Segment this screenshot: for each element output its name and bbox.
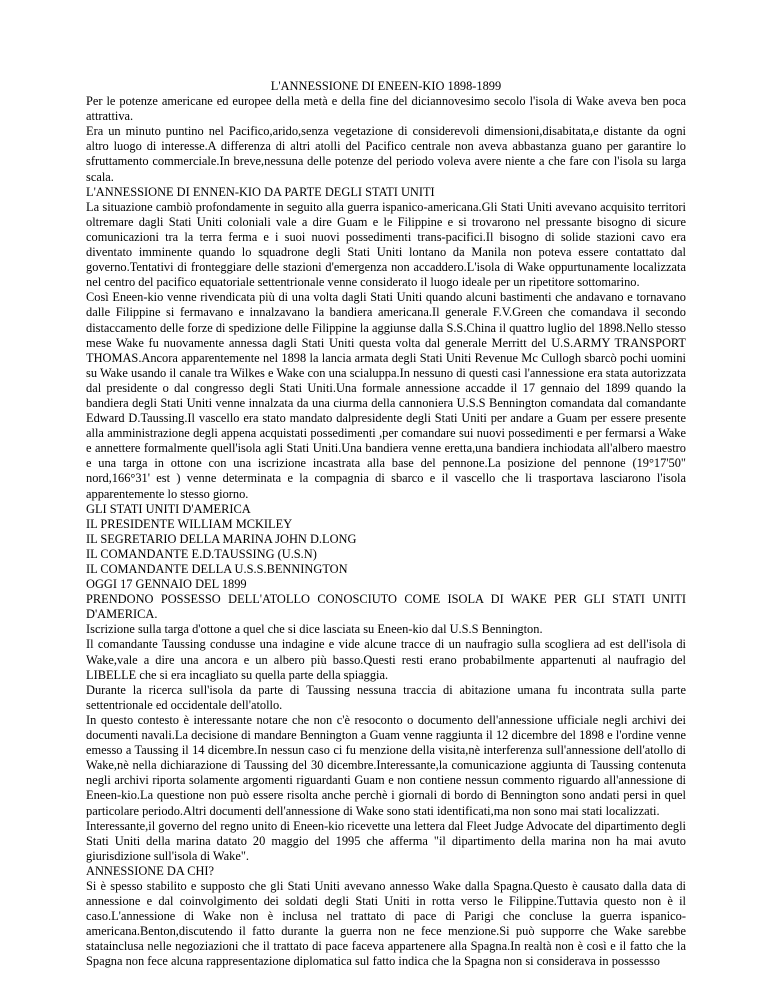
plaque-line: IL COMANDANTE E.D.TAUSSING (U.S.N) [86,546,317,561]
section2-paragraph-3: Durante la ricerca sull'isola da parte di Taussing nessuna traccia di abitazione umana fu incontrata sulla parte settentrionale ed occidentale dell'atollo. [86,682,686,712]
plaque-line: PRENDONO POSSESSO DELL'ATOLLO CONOSCIUTO COME ISOLA DI WAKE PER GLI STATI UNITI D'AMERICA. [86,592,686,622]
section1-paragraph-2: Così Eneen-kio venne rivendicata più di una volta dagli Stati Uniti quando alcuni bastimenti che andavano e tornavano dalle Filippine si fermavano e innalzavano la bandiera americana.Il generale F.V.Green che comandava il secondo distaccamento delle forze di spedizione delle Filippine la aggiunse dalla S.S.China il quattro luglio del 1898.Nello stesso mese Wake fu nuovamente annessa dagli Stati Uniti questa volta dal generale Merritt del U.S.ARMY TRANSPORT THOMAS.Ancora apparentemente nel 1898 la lancia armata degli Stati Uniti Revenue Mc Cullogh sbarcò pochi uomini su Wake usando il canale tra Wilkes e Wake con una scialuppa.In nessuno di questi casi l'annessione era stata autorizzata dal presidente o dal congresso degli Stati Uniti.Una formale annessione accadde il 17 gennaio del 1899 quando la bandiera degli Stati Uniti venne innalzata da una ciurma della cannoniera U.S.S Bennington comandata dal comandante Edward D.Taussing.Il vascello era stato mandato dalpresidente degli Stati Uniti per andare a Guam per essere presente alla amministrazione degli appena acquistati possedimenti ,per comandare sui nuovi possedimenti e per fermarsi a Wake e annettere formalmente quell'isola agli Stati Uniti.Una bandiera venne eretta,una bandiera inchiodata all'albero maestro e una targa in ottone con una iscrizione incastrata alla base del pennone.La posizione del pennone (19°17'50" nord,166°31' est ) venne determinata e la compagnia di sbarco e il vascello che li trasportava lasciarono l'isola apparentemente lo stesso giorno. [86,290,686,501]
section1-paragraph-1: La situazione cambiò profondamente in seguito alla guerra ispanico-americana.Gli Stati Uniti avevano acquisito territori oltremare dagli Stati Uniti coloniali vale a dire Guam e le Filippine e si trovarono nel pressante bisogno di sicure comunicazioni tra la terra ferma e i suoi nuovi possedimenti trans-pacifici.Il bisogno di solide stazioni cavo era diventato imminente quando lo squadrone degli Stati Uniti lontano da Manila non poteva essere contattato dal governo.Tentativi di fronteggiare delle stazioni d'emergenza non accaddero.L'isola di Wake oppurtunamente localizzata nel centro del pacifico equatoriale settentrionale venne considerato il luogo ideale per un ripetitore sottomarino. [86,199,686,290]
section2-paragraph-2: Il comandante Taussing condusse una indagine e vide alcune tracce di un naufragio sulla scogliera ad est dell'isola di Wake,vale a dire una ancora e un albero più basso.Questi resti erano probabilmente appartenuti al naufragio del LIBELLE che si era incagliato su quella parte della spiaggia. [86,637,686,682]
intro-paragraph-2: Era un minuto puntino nel Pacifico,arido,senza vegetazione di considerevoli dimensioni,disabitata,e distante da ogni altro luogo di interesse.A differenza di altri atolli del Pacifico centrale non aveva abbastanza guano per garantire lo sfruttamento commerciale.In breve,nessuna delle potenze del periodo voleva avere niente a che fare con l'isola su larga scala. [86,124,686,184]
section2-paragraph-5: Interessante,il governo del regno unito di Eneen-kio ricevette una lettera dal Fleet Judge Advocate del dipartimento degli Stati Uniti della marina datato 20 maggio del 1995 che afferma "il dipartimento della marina non ha mai avuto giurisdizione sull'isola di Wake". [86,818,686,863]
section2-paragraph-4: In questo contesto è interessante notare che non c'è resoconto o documento dell'annessione ufficiale negli archivi dei documenti navali.La decisione di mandare Bennington a Guam venne raggiunta il 12 dicembre del 1898 e l'ordine venne emesso a Taussing il 14 dicembre.In nessun caso ci fu menzione della visita,nè interferenza sull'annessione dell'atollo di Wake,nè nella dichiarazione di Taussing del 30 dicembre.Interessante,la comunicazione aggiunta di Taussing contenuta negli archivi riporta solamente argomenti riguardanti Guam e non contiene nessun commento riguardo all'annessione di Eneen-kio.La questione non può essere risolta anche perchè i giornali di bordo di Bennington sono andati persi in quel particolare periodo.Altri documenti dell'annessione di Wake sono stati identificati,ma non sono mai stati localizzati. [86,712,686,818]
section3-paragraph: Si è spesso stabilito e supposto che gli Stati Uniti avevano annesso Wake dalla Spagna.Questo è causato dalla data di annessione e dal coinvolgimento dei soldati degli Stati Uniti in rotta verso le Filippine.Tuttavia questo non è il caso.L'annessione di Wake non è inclusa nel trattato di pace di Parigi che concluse la guerra ispanico-americana.Benton,discutendo il fatto durante la guerra non ne fece menzione.Si può supporre che Wake sarebbe statainclusa nelle negoziazioni che il trattato di pace faceva appartenere alla Spagna.In realtà non è così e il fatto che la Spagna non fece alcuna rappresentazione diplomatica sul fatto indica che la Spagna non si considerava in possessso [86,878,686,969]
section-heading-annessione-usa: L'ANNESSIONE DI ENNEN-KIO DA PARTE DEGLI STATI UNITI [86,184,435,199]
intro-paragraph-1: Per le potenze americane ed europee della metà e della fine del diciannovesimo secolo l'isola di Wake aveva ben poca attrattiva. [86,94,686,124]
section-heading-annessione-da-chi: ANNESSIONE DA CHI? [86,863,215,878]
section2-paragraph-1: Iscrizione sulla targa d'ottone a quel che si dice lasciata su Eneen-kio dal U.S.S Bennington. [86,622,543,637]
plaque-line: GLI STATI UNITI D'AMERICA [86,501,251,516]
document-title: L'ANNESSIONE DI ENEEN-KIO 1898-1899 [270,79,502,93]
plaque-line: OGGI 17 GENNAIO DEL 1899 [86,577,247,592]
plaque-line: IL PRESIDENTE WILLIAM MCKILEY [86,516,293,531]
plaque-line: IL COMANDANTE DELLA U.S.S.BENNINGTON [86,562,348,576]
plaque-line: IL SEGRETARIO DELLA MARINA JOHN D.LONG [86,531,357,546]
